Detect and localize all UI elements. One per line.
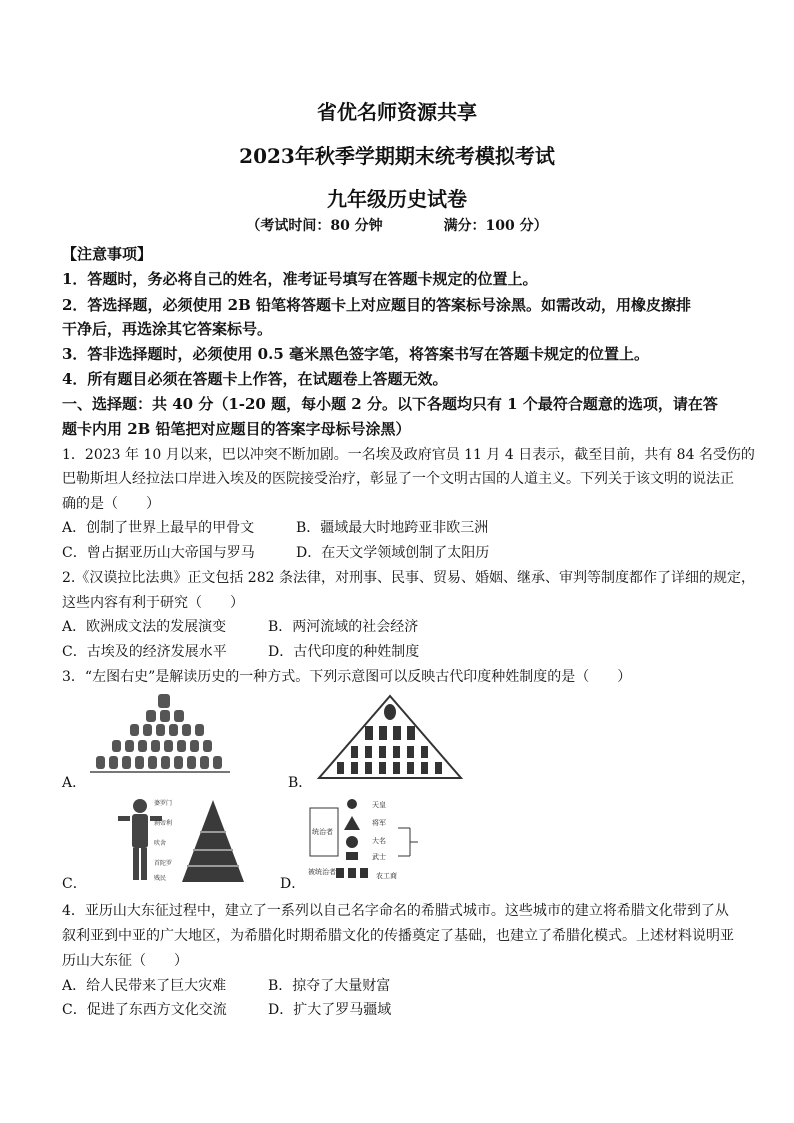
q3-option-b: B．	[288, 775, 313, 791]
fig-d-label-1: 将军	[372, 819, 386, 827]
q4-stem-3: 历山大东征（ ）	[62, 953, 188, 969]
q3-option-d: D．	[280, 876, 306, 892]
fig-c-label-1: 刹帝利	[154, 820, 173, 827]
q1-stem-3: 确的是（ ）	[62, 496, 160, 512]
note-1: 1．答题时，务必将自己的姓名，准考证号填写在答题卡规定的位置上。	[62, 270, 538, 288]
q3-stem: 3．“左图右史”是解读历史的一种方式。下列示意图可以反映古代印度种姓制度的是（ ）	[62, 669, 632, 685]
q1-option-a: A．创制了世界上最早的甲骨文	[62, 520, 255, 536]
figure-c-body-and-cone	[88, 796, 248, 888]
q2-option-d: D．古代印度的种姓制度	[268, 644, 420, 660]
q1-option-c: C．曾占据亚历山大帝国与罗马	[62, 545, 255, 561]
q2-option-a: A．欧洲成文法的发展演变	[62, 619, 227, 635]
note-2: 2．答选择题，必须使用 2B 铅笔将答题卡上对应题目的答案标号涂黑。如需改动，用橡皮擦排	[62, 296, 692, 314]
q1-option-d: D．在天文学领域创制了太阳历	[296, 545, 490, 561]
figure-a-pyramid	[90, 690, 240, 780]
q2-stem-1: 2.《汉谟拉比法典》正文包括 282 条法律，对刑事、民事、贸易、婚姻、继承、审判等制度都作了详细的规定，	[62, 570, 755, 586]
q4-option-d: D．扩大了罗马疆域	[268, 1002, 392, 1018]
fig-d-label-5: 统治者	[312, 828, 333, 836]
q4-stem-2: 叙利亚到中亚的广大地区，为希腊化时期希腊文化的传播奠定了基础，也建立了希腊化模式。上述材料说明亚	[62, 928, 734, 944]
q4-option-a: A．给人民带来了巨大灾难	[62, 978, 227, 994]
q2-option-b: B．两河流域的社会经济	[268, 619, 419, 635]
q1-option-b: B．疆域最大时地跨亚非欧三洲	[296, 520, 489, 536]
fig-c-label-4: 贱民	[154, 875, 167, 882]
exam-title: 2023年秋季学期期末统考模拟考试	[239, 144, 555, 168]
q2-stem-2: 这些内容有利于研究（ ）	[62, 595, 244, 611]
fig-d-label-0: 天皇	[372, 801, 386, 809]
fig-c-label-0: 婆罗门	[154, 800, 173, 807]
notes-heading: 【注意事项】	[62, 245, 153, 263]
section-heading-cont: 题卡内用 2B 铅笔把对应题目的答案字母标号涂黑）	[62, 420, 411, 438]
figure-d-hierarchy	[306, 796, 456, 888]
fig-d-label-4: 农工商	[376, 872, 397, 880]
fig-d-label-2: 大名	[372, 837, 386, 845]
q1-stem-2: 巴勒斯坦人经拉法口岸进入埃及的医院接受治疗，彰显了一个文明古国的人道主义。下列关于该文明的说法正	[62, 471, 734, 487]
fig-d-label-6: 被统治者	[308, 868, 336, 876]
q4-option-c: C．促进了东西方文化交流	[62, 1002, 227, 1018]
note-4: 4．所有题目必须在答题卡上作答，在试题卷上答题无效。	[62, 370, 448, 388]
q3-option-c: C．	[62, 876, 87, 892]
q4-option-b: B．掠夺了大量财富	[268, 978, 391, 994]
q3-option-a: A．	[62, 775, 87, 791]
fig-d-label-3: 武士	[372, 853, 386, 861]
q2-option-c: C．古埃及的经济发展水平	[62, 644, 227, 660]
exam-subtitle: 九年级历史试卷	[327, 187, 467, 211]
exam-score: 满分：100 分）	[443, 218, 548, 234]
section-heading: 一、选择题：共 40 分（1-20 题，每小题 2 分。以下各题均只有 1 个最符合题意的选项，请在答	[62, 395, 718, 413]
figure-b-triangle	[315, 692, 465, 784]
q4-stem-1: 4．亚历山大东征过程中，建立了一系列以自己名字命名的希腊式城市。这些城市的建立将希腊文化带到了从	[62, 903, 729, 919]
header-line-1: 省优名师资源共享	[317, 100, 477, 124]
exam-info	[0, 215, 794, 235]
fig-c-label-2: 吠舍	[154, 840, 167, 847]
note-3: 3．答非选择题时，必须使用 0.5 毫米黑色签字笔，将答案书写在答题卡规定的位置上。	[62, 345, 649, 363]
note-2-cont: 干净后，再选涂其它答案标号。	[62, 320, 273, 338]
exam-time: （考试时间：80 分钟	[246, 218, 383, 234]
fig-c-label-3: 首陀罗	[154, 860, 173, 867]
q1-stem-1: 1．2023 年 10 月以来，巴以冲突不断加剧。一名埃及政府官员 11 月 4 日表示，截至目前，共有 84 名受伤的	[62, 447, 755, 463]
